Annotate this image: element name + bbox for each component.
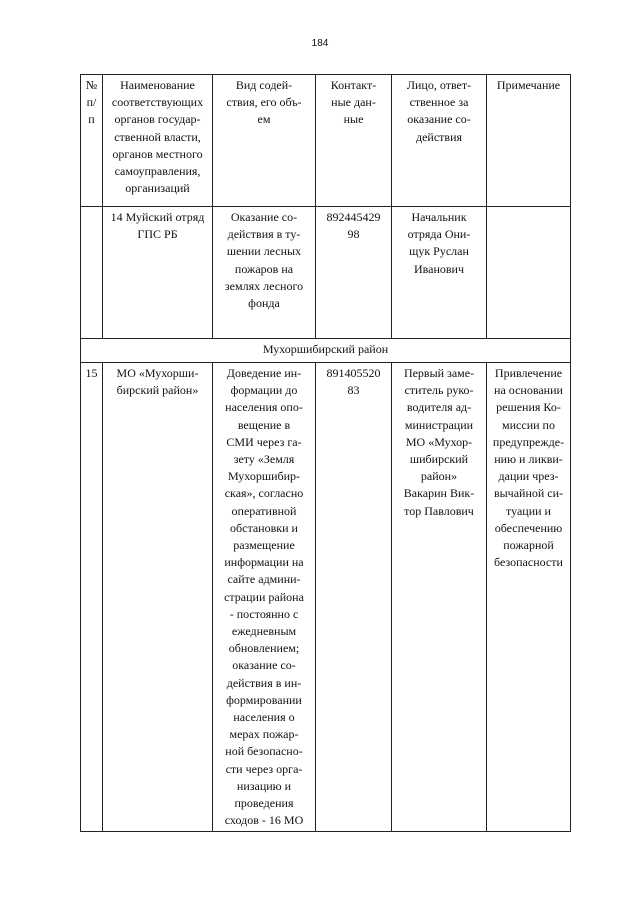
cell-line: Вакарин Вик- [403, 486, 475, 501]
cell-line: сайте админи- [227, 572, 301, 587]
cell-line: Вид содей- [235, 78, 293, 92]
cell-line: шении лесных [226, 244, 302, 259]
cell-line: организаций [125, 181, 190, 196]
cell-line: тор Павлович [404, 503, 474, 518]
region-title: Мухоршибирский район [81, 339, 571, 363]
cell-line: обновлением; [228, 641, 300, 656]
cell-line: Начальник [411, 210, 467, 224]
cell-line: формации до [230, 383, 298, 398]
row14-assistance-type [213, 207, 316, 339]
header-row [81, 75, 571, 207]
cell-line: Мухоршибир- [227, 469, 301, 484]
cell-line: оказание со- [232, 658, 296, 673]
cell-line: п/ [86, 95, 97, 110]
cell-line: ствия, его объ- [226, 95, 302, 110]
cell-line: ститель руко- [404, 383, 474, 398]
cell-line: населения о [233, 710, 295, 725]
cell-line: органов государ- [114, 112, 201, 127]
cell-line: бирский район» [116, 383, 199, 398]
cell-line: низацию и [236, 778, 292, 793]
cell-line: населения опо- [225, 400, 303, 415]
cell-line: ные [343, 112, 364, 127]
cell-line: вычайной си- [493, 486, 564, 501]
cell-line: размещение [233, 538, 295, 553]
table-row-14 [81, 207, 571, 339]
table-row-15 [81, 363, 571, 832]
row15-note [487, 363, 571, 832]
cell-line: Доведение ин- [226, 366, 302, 380]
cell-line: на основании [494, 383, 563, 398]
cell-line: проведения [234, 796, 294, 811]
row15-responsible-person [392, 363, 487, 832]
cell-line: обстановки и [230, 520, 298, 535]
cell-line: министрации [404, 417, 474, 432]
cell-line: фонда [248, 296, 280, 311]
row15-number [81, 363, 103, 832]
cell-line: МО «Мухорши- [116, 366, 199, 380]
cell-line: отряда Они- [407, 227, 471, 242]
region-row [81, 339, 571, 363]
cell-line: щук Руслан [409, 244, 469, 259]
cell-line: Первый заме- [403, 366, 475, 380]
cell-line: район» [420, 469, 458, 484]
row14-note [487, 207, 571, 339]
header-assistance-type [213, 75, 316, 207]
cell-line: предупрежде- [492, 434, 565, 449]
cell-line: нию и ликви- [494, 452, 563, 467]
cell-line: - постоянно с [229, 606, 299, 621]
cell-line: Лицо, ответ- [406, 78, 472, 92]
cell-line: пожарной [503, 538, 554, 553]
cell-line: Примечание [496, 78, 561, 92]
cell-line: сти через орга- [225, 761, 303, 776]
cell-line: миссии по [502, 417, 555, 432]
cell-line: ной безопасно- [225, 744, 303, 759]
cell-line: органов местного [112, 146, 203, 161]
cell-line: вещение в [237, 417, 291, 432]
cell-line: МО «Мухор- [405, 434, 473, 449]
cell-line: дации чрез- [498, 469, 559, 484]
cell-line: п [88, 112, 95, 127]
cell-line: ГПС РБ [137, 227, 178, 242]
row14-organization [103, 207, 213, 339]
cell-line: самоуправления, [114, 164, 201, 179]
cell-line: мерах пожар- [229, 727, 299, 742]
cell-line: зету «Земля [233, 452, 295, 467]
cell-line: Наименование [120, 78, 195, 92]
assistance-table [80, 74, 571, 832]
cell-line: туации и [506, 503, 551, 518]
header-number [81, 75, 103, 207]
cell-line: соответствующих [111, 95, 204, 110]
cell-line: безопасности [494, 555, 563, 570]
cell-line: Контакт- [330, 78, 377, 92]
header-responsible-person [392, 75, 487, 207]
cell-line: действия [415, 129, 463, 144]
row14-number [81, 207, 103, 339]
cell-line: формировании [226, 692, 302, 707]
row15-organization [103, 363, 213, 832]
cell-line: 98 [347, 227, 360, 242]
cell-line: ственной власти, [114, 129, 201, 144]
cell-line: Иванович [413, 261, 465, 276]
row14-contacts [316, 207, 392, 339]
row15-contacts [316, 363, 392, 832]
cell-line: Привлечение [494, 366, 563, 380]
cell-line: оперативной [231, 503, 297, 518]
cell-line: ные дан- [331, 95, 376, 110]
cell-line: № [85, 78, 98, 92]
cell-line: 14 Муйский отряд [110, 210, 205, 224]
cell-line: водителя ад- [406, 400, 472, 415]
cell-line: действия в ту- [227, 227, 301, 242]
cell-line: ежедневным [231, 624, 297, 639]
header-organization [103, 75, 213, 207]
cell-line: страции района [224, 589, 304, 604]
cell-line: 83 [347, 383, 360, 398]
row15-assistance-type [213, 363, 316, 832]
cell-line: решения Ко- [496, 400, 561, 415]
cell-line: ем [257, 112, 271, 127]
cell-line: СМИ через га- [226, 434, 302, 449]
page-number: 184 [311, 38, 329, 49]
cell-line: землях лесного [224, 278, 304, 293]
cell-line: обеспечению [494, 520, 563, 535]
cell-line: 892445429 [326, 210, 381, 224]
cell-line: шибирский [409, 452, 469, 467]
header-note [487, 75, 571, 207]
cell-line: 891405520 [326, 366, 381, 380]
cell-line: информации на [224, 555, 304, 570]
cell-line: Оказание со- [230, 210, 298, 224]
cell-line: действия в ин- [226, 675, 302, 690]
cell-line: 15 [85, 366, 98, 380]
cell-line: пожаров на [234, 261, 294, 276]
cell-line: оказание со- [407, 112, 471, 127]
header-contacts [316, 75, 392, 207]
cell-line: ская», согласно [224, 486, 304, 501]
cell-line: ственное за [409, 95, 469, 110]
cell-line: сходов - 16 МО [224, 813, 304, 828]
row14-responsible-person [392, 207, 487, 339]
